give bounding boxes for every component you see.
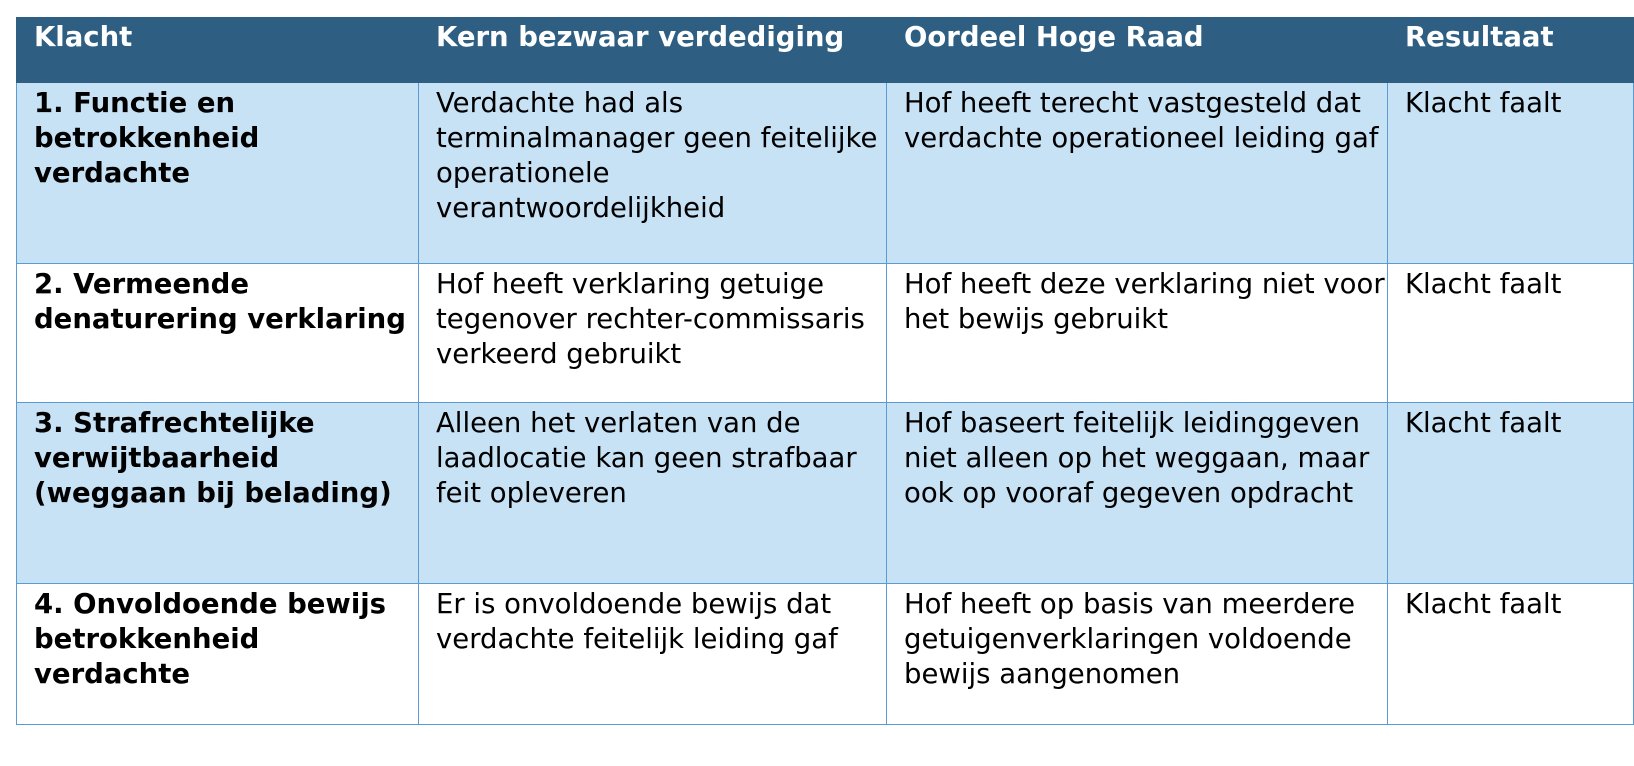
claim-cell: 3. Strafrechtelijke verwijtbaarheid (weggaan bij belading) <box>17 403 419 584</box>
complaints-table <box>16 17 1634 725</box>
defense-cell: Verdachte had als terminalmanager geen feitelijke operationele verantwoordelijkheid <box>419 83 887 264</box>
table-row <box>17 403 1634 584</box>
header-kern-bezwaar: Kern bezwaar verdediging <box>419 18 887 83</box>
table-row <box>17 264 1634 403</box>
header-klacht: Klacht <box>17 18 419 83</box>
claim-cell: 1. Functie en betrokkenheid verdachte <box>17 83 419 264</box>
judgment-cell: Hof heeft terecht vastgesteld dat verdachte operationeel leiding gaf <box>887 83 1388 264</box>
defense-cell: Er is onvoldoende bewijs dat verdachte feitelijk leiding gaf <box>419 584 887 725</box>
result-cell: Klacht faalt <box>1388 403 1634 584</box>
table-row <box>17 584 1634 725</box>
header-oordeel: Oordeel Hoge Raad <box>887 18 1388 83</box>
header-resultaat: Resultaat <box>1388 18 1634 83</box>
defense-cell: Alleen het verlaten van de laadlocatie kan geen strafbaar feit opleveren <box>419 403 887 584</box>
claim-cell: 2. Vermeende denaturering verklaring <box>17 264 419 403</box>
claim-cell: 4. Onvoldoende bewijs betrokkenheid verdachte <box>17 584 419 725</box>
judgment-cell: Hof heeft deze verklaring niet voor het bewijs gebruikt <box>887 264 1388 403</box>
table-row <box>17 83 1634 264</box>
result-cell: Klacht faalt <box>1388 584 1634 725</box>
judgment-cell: Hof heeft op basis van meerdere getuigenverklaringen voldoende bewijs aangenomen <box>887 584 1388 725</box>
defense-cell: Hof heeft verklaring getuige tegenover rechter-commissaris verkeerd gebruikt <box>419 264 887 403</box>
result-cell: Klacht faalt <box>1388 264 1634 403</box>
result-cell: Klacht faalt <box>1388 83 1634 264</box>
header-row <box>17 18 1634 83</box>
judgment-cell: Hof baseert feitelijk leidinggeven niet alleen op het weggaan, maar ook op vooraf gegeven opdracht <box>887 403 1388 584</box>
